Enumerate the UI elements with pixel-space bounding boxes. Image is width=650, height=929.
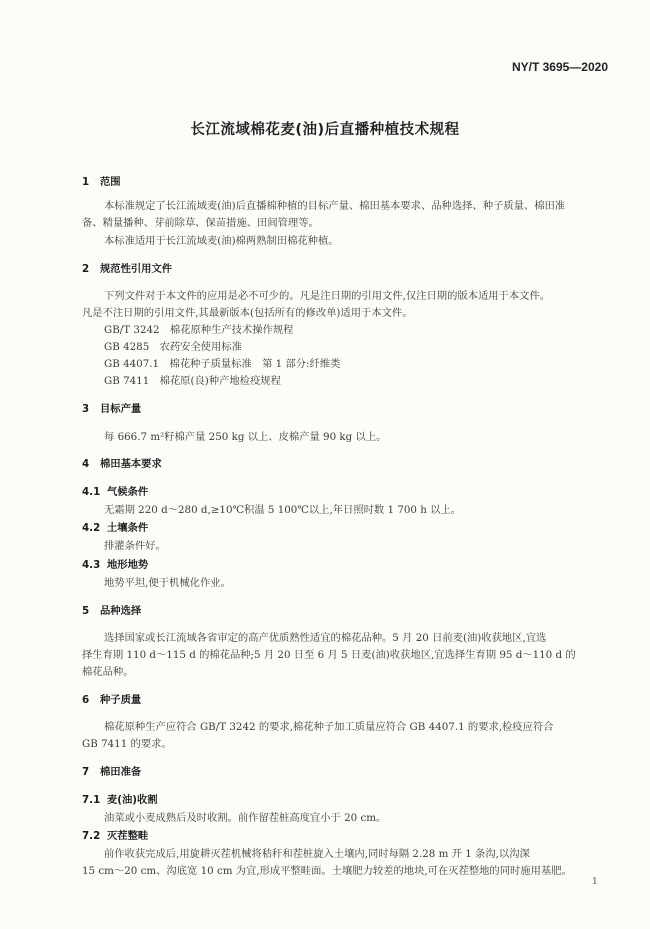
reference-item: GB 4407.1 棉花种子质量标准 第 1 部分:纤维类 bbox=[104, 358, 341, 370]
document-title: 长江流域棉花麦(油)后直播种植技术规程 bbox=[190, 122, 460, 138]
subsection-7-1-number: 7.1 bbox=[82, 794, 101, 806]
section-5-title: 品种选择 bbox=[100, 605, 142, 617]
section-4-number: 4 bbox=[82, 458, 90, 470]
section-2-number: 2 bbox=[82, 263, 90, 275]
section-1-title: 范围 bbox=[100, 176, 121, 188]
section-7-title: 棉田准备 bbox=[100, 766, 142, 778]
subsection-7-2-text-line-2: 15 cm～20 cm、沟底宽 10 cm 为宜,形成平整畦面。土壤肥力较差的地块,可在灭茬整地的同时施用基肥。 bbox=[82, 865, 572, 877]
section-2-heading bbox=[82, 262, 172, 276]
section-5-paragraph-line-2: 择生育期 110 d～115 d 的棉花品种;5 月 20 日至 6 月 5 日麦(油)收获地区,宜选择生育期 95 d～110 d 的 bbox=[82, 649, 576, 661]
standard-code: NY/T 3695—2020 bbox=[511, 60, 608, 74]
section-6-heading bbox=[82, 693, 141, 707]
section-1-paragraph-2: 本标准适用于长江流域麦(油)棉两熟制田棉花种植。 bbox=[104, 235, 339, 247]
page-number: 1 bbox=[592, 877, 598, 887]
reference-item: GB/T 3242 棉花原种生产技术操作规程 bbox=[104, 324, 294, 336]
section-1-paragraph-line-2: 备、精量播种、芽前除草、保苗措施、田间管理等。 bbox=[82, 217, 319, 229]
subsection-4-2-heading bbox=[82, 521, 148, 535]
subsection-4-2-title: 土壤条件 bbox=[107, 522, 149, 534]
section-1-paragraph-line-1: 本标准规定了长江流域麦(油)后直播棉种植的目标产量、棉田基本要求、品种选择、种子质量、棉田准 bbox=[104, 200, 566, 212]
section-6-paragraph-line-1: 棉花原种生产应符合 GB/T 3242 的要求,棉花种子加工质量应符合 GB 4407.1 的要求,检疫应符合 bbox=[104, 721, 554, 733]
subsection-7-1-heading bbox=[82, 793, 158, 807]
section-4-title: 棉田基本要求 bbox=[100, 458, 162, 470]
subsection-4-1-text: 无霜期 220 d～280 d,≥10℃积温 5 100℃以上,年日照时数 1 700 h 以上。 bbox=[104, 504, 462, 516]
section-6-paragraph-line-2: GB 7411 的要求。 bbox=[82, 738, 172, 750]
section-7-number: 7 bbox=[82, 766, 90, 778]
subsection-4-2-text: 排灌条件好。 bbox=[104, 540, 166, 552]
subsection-4-3-text: 地势平坦,便于机械化作业。 bbox=[104, 577, 231, 589]
subsection-7-2-number: 7.2 bbox=[82, 830, 101, 842]
section-6-number: 6 bbox=[82, 694, 90, 706]
subsection-7-2-text-line-1: 前作收获完成后,用旋耕灭茬机械将秸秆和茬桩旋入土壤内,同时每隔 2.28 m 开 1 条沟,以沟深 bbox=[104, 848, 530, 860]
section-7-heading bbox=[82, 765, 141, 779]
subsection-7-1-text: 油菜或小麦成熟后及时收割。前作留茬桩高度宜小于 20 cm。 bbox=[104, 812, 387, 824]
subsection-4-1-heading bbox=[82, 485, 148, 499]
section-3-title: 目标产量 bbox=[100, 403, 142, 415]
subsection-4-2-number: 4.2 bbox=[82, 522, 101, 534]
subsection-4-3-number: 4.3 bbox=[82, 559, 101, 571]
section-6-title: 种子质量 bbox=[100, 694, 142, 706]
section-1-number: 1 bbox=[82, 176, 90, 188]
section-3-number: 3 bbox=[82, 403, 90, 415]
reference-item: GB 7411 棉花原(良)种产地检疫规程 bbox=[104, 375, 281, 387]
section-2-title: 规范性引用文件 bbox=[100, 263, 173, 275]
section-5-number: 5 bbox=[82, 605, 90, 617]
subsection-4-3-heading bbox=[82, 558, 148, 572]
subsection-4-1-number: 4.1 bbox=[82, 486, 101, 498]
subsection-7-2-heading bbox=[82, 829, 148, 843]
section-3-heading bbox=[82, 402, 141, 416]
section-2-paragraph-line-2: 凡是不注日期的引用文件,其最新版本(包括所有的修改单)适用于本文件。 bbox=[82, 307, 413, 319]
subsection-7-2-title: 灭茬整畦 bbox=[107, 830, 149, 842]
subsection-4-1-title: 气候条件 bbox=[107, 486, 149, 498]
subsection-4-3-title: 地形地势 bbox=[107, 559, 149, 571]
section-5-paragraph-line-1: 选择国家或长江流域各省审定的高产优质熟性适宜的棉花品种。5 月 20 日前麦(油)收获地区,宜选 bbox=[104, 632, 547, 644]
section-5-paragraph-line-3: 棉花品种。 bbox=[82, 666, 134, 678]
reference-item: GB 4285 农药安全使用标准 bbox=[104, 341, 242, 353]
section-5-heading bbox=[82, 604, 141, 618]
subsection-7-1-title: 麦(油)收割 bbox=[107, 794, 158, 806]
section-2-paragraph-line-1: 下列文件对于本文件的应用是必不可少的。凡是注日期的引用文件,仅注日期的版本适用于本文件。 bbox=[104, 290, 551, 302]
section-1-heading bbox=[82, 175, 121, 189]
section-4-heading bbox=[82, 457, 162, 471]
section-3-paragraph: 每 666.7 m²籽棉产量 250 kg 以上、皮棉产量 90 kg 以上。 bbox=[104, 431, 387, 443]
